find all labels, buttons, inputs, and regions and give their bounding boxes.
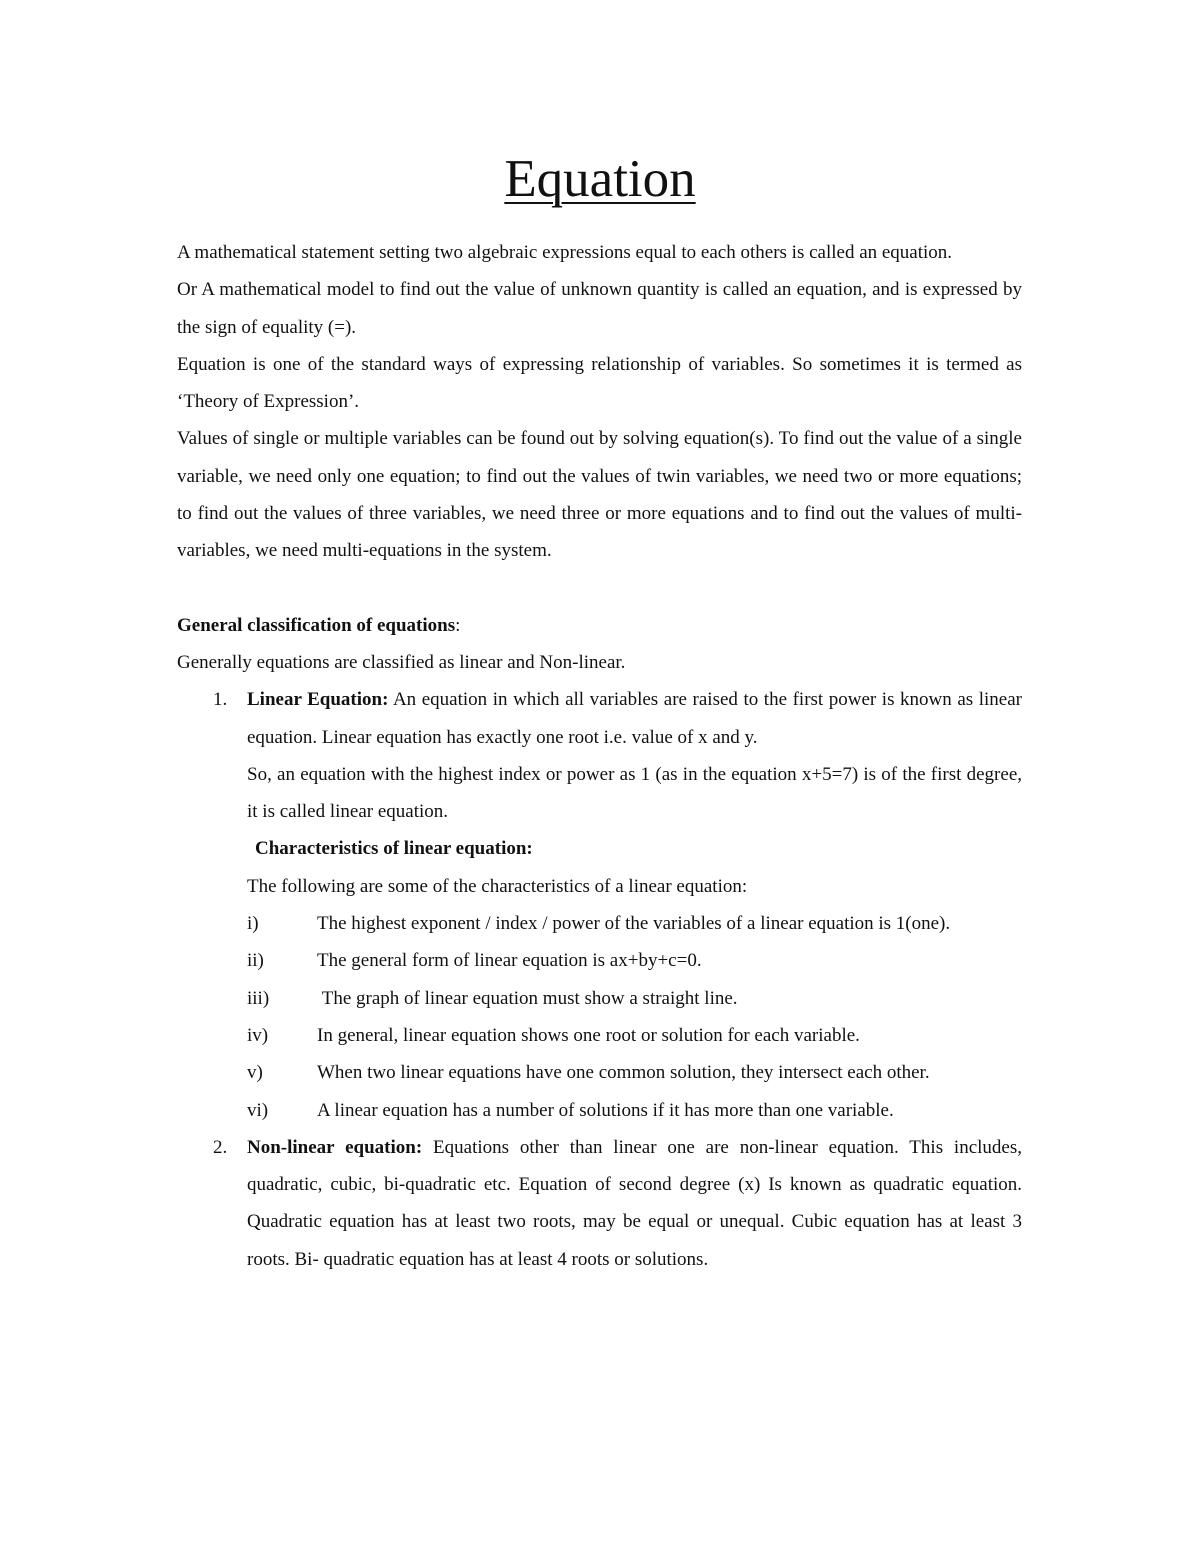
linear-equation-text: An equation in which all variables are raised to the first power is known as linear equation. Linear equation has exactly one root i.e. value of x and y.: [247, 689, 1022, 748]
characteristic-text: When two linear equations have one common solution, they intersect each other.: [317, 1062, 930, 1084]
classification-heading: General classification of equations: [177, 614, 456, 636]
page-title: Equation: [504, 150, 696, 208]
linear-equation-term: Linear Equation:: [247, 689, 389, 711]
characteristic-item: [247, 1092, 1022, 1129]
classification-heading-colon: :: [455, 614, 461, 636]
list-item-non-linear-equation: [177, 1129, 1022, 1278]
linear-equation-extra: So, an equation with the highest index or power as 1 (as in the equation x+5=7) is of the first degree, it is called linear equation.: [247, 763, 1022, 823]
characteristic-text: A linear equation has a number of solutions if it has more than one variable.: [317, 1099, 894, 1121]
non-linear-equation-term: Non-linear equation:: [247, 1136, 423, 1158]
characteristic-text: The graph of linear equation must show a straight line.: [317, 987, 738, 1009]
list-item-body: [247, 681, 1022, 1129]
characteristics-intro: The following are some of the characteristics of a linear equation:: [247, 875, 748, 897]
characteristic-text: The general form of linear equation is ax+by+c=0.: [317, 950, 702, 972]
classification-intro: Generally equations are classified as linear and Non-linear.: [177, 651, 626, 673]
characteristic-item: [247, 905, 1022, 942]
paragraph-definition: A mathematical statement setting two algebraic expressions equal to each others is called an equation.: [177, 242, 953, 263]
paragraph-theory-of-expression: Equation is one of the standard ways of expressing relationship of variables. So sometimes it is termed as ‘Theory of Expression’.: [177, 353, 1022, 413]
non-linear-equation-text: Equations other than linear one are non-linear equation. This includes, quadratic, cubic, bi-quadratic etc. Equation of second degree (x) Is known as quadratic equation. Quadratic equation has at least two roots, may be equal or unequal. Cubic equation has at least 3 roots. Bi- quadratic equation has at least 4 roots or solutions.: [247, 1136, 1022, 1270]
characteristic-item: [247, 942, 1022, 979]
roman-numeral: iv): [247, 1024, 269, 1046]
characteristic-text: The highest exponent / index / power of the variables of a linear equation is 1(one).: [317, 913, 951, 935]
roman-numeral: vi): [247, 1099, 269, 1121]
document-body: [177, 234, 1022, 1278]
characteristic-item: [247, 980, 1022, 1017]
characteristics-heading: Characteristics of linear equation:: [255, 838, 533, 860]
linear-equation-definition: [247, 681, 1022, 756]
characteristic-item: [247, 1054, 1022, 1091]
paragraph-alternate-definition: Or A mathematical model to find out the value of unknown quantity is called an equation, and is expressed by the sign of equality (=).: [177, 279, 1022, 338]
roman-numeral: ii): [247, 950, 264, 972]
list-item-body: [247, 1129, 1022, 1278]
paragraph-solving-variables: Values of single or multiple variables can be found out by solving equation(s). To find out the value of a single variable, we need only one equation; to find out the values of twin variables, we need two or more equations; to find out the values of three variables, we need three or more equations and to find out the values of multi-variables, we need multi-equations in the system.: [177, 428, 1022, 562]
spacer: [177, 570, 1022, 607]
list-number: 2.: [213, 1136, 228, 1158]
roman-numeral: i): [247, 913, 259, 935]
characteristic-text: In general, linear equation shows one root or solution for each variable.: [317, 1024, 860, 1046]
list-number: 1.: [213, 689, 228, 711]
list-item-linear-equation: [177, 681, 1022, 1129]
section-heading: [177, 607, 1022, 644]
roman-numeral: iii): [247, 987, 270, 1009]
non-linear-equation-definition: [247, 1129, 1022, 1278]
roman-numeral: v): [247, 1062, 263, 1084]
characteristic-item: [247, 1017, 1022, 1054]
